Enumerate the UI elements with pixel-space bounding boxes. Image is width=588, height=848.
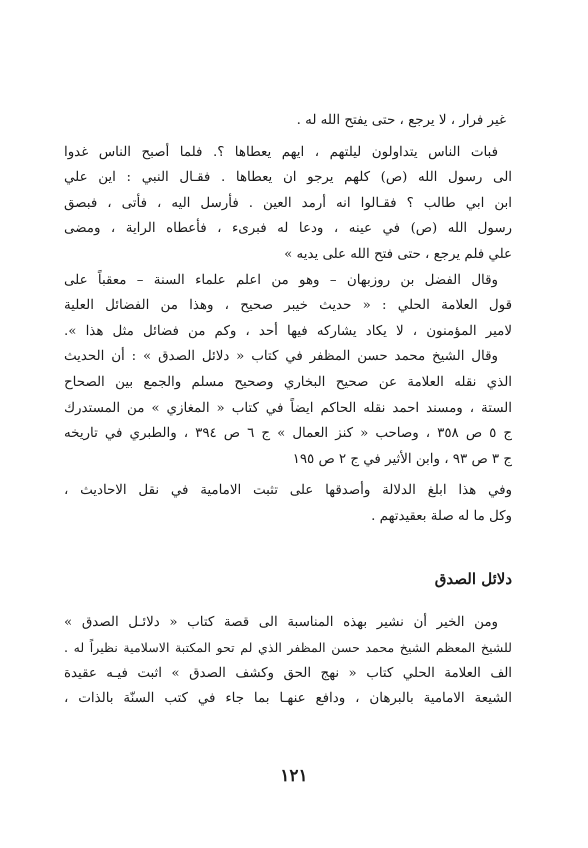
text-line: وقال الشيخ محمد حسن المظفر في كتاب « دلائل الصدق » : أن الحديث <box>64 349 498 365</box>
text-line: غير فرار ، لا يرجع ، حتى يفتح الله له . <box>296 113 506 128</box>
text-line: الف العلامة الحلي كتاب « نهج الحق وكشف الصدق » اثبت فيـه عقيدة <box>64 665 512 681</box>
text-line: ج ٥ ص ٣٥٨ ، وصاحب « كنز العمال » ج ٦ ص ٣٩٤ ، والطبري في تاريخه <box>64 426 512 442</box>
text-line: ابن ابي طالب ؟ فقـالوا انه أرمد العين . فأرسل اليه ، فأتى ، فبصق <box>64 195 512 211</box>
text-line: لامير المؤمنون ، لا يكاد يشاركه فيها أحد ، وكم من فضائل مثل هذا ». <box>64 323 512 339</box>
text-line: الذي نقله العلامة عن صحيح البخاري وصحيح مسلم والجمع بين الصحاح <box>64 374 512 390</box>
page-content <box>64 108 512 712</box>
text-line: وقال الفضل بن روزبهان – وهو من اعلم علماء السنة – معقباً على <box>64 272 498 288</box>
text-line: وكل ما له صلة بعقيدتهم . <box>371 508 512 524</box>
text-line: قول العلامة الحلي : « حديث خيبر صحيح ، وهذا من الفضائل العلية <box>64 298 512 314</box>
text-line: ومن الخير أن نشير بهذه المناسبة الى قصة كتاب « دلائـل الصدق » <box>64 614 498 630</box>
text-line: للشيخ المعظم الشيخ محمد حسن المظفر الذي لم تحو المكتبة الاسلامية نظيراً له . <box>64 640 512 656</box>
text-line: ج ٣ ص ٩٣ ، وابن الأثير في ج ٢ ص ١٩٥ <box>292 451 512 467</box>
text-line: الى رسول الله (ص) كلهم يرجو ان يعطاها . فقـال النبي : اين علي <box>64 170 512 186</box>
section-heading: دلائل الصدق <box>434 569 512 588</box>
text-line: وفي هذا ابلغ الدلالة وأصدقها على تثبت الامامية في نقل الاحاديث ، <box>64 483 512 499</box>
text-line: الستة ، ومسند احمد نقله الحاكم ايضاً في كتاب « المغازي » من المستدرك <box>64 400 512 416</box>
page-number: ١٢١ <box>280 766 308 786</box>
text-line: علي فلم يرجع ، حتى فتح الله على يديه » <box>284 246 512 262</box>
text-line: رسول الله (ص) في عينه ، ودعا له فبرىء ، فأعطاه الراية ، ومضى <box>64 221 512 237</box>
text-line: فبات الناس يتداولون ليلتهم ، ايهم يعطاها ؟. فلما أصبح الناس غدوا <box>64 144 498 160</box>
text-line: الشيعة الامامية بالبرهان ، ودافع عنهـا بما جاء في كتب السنّة بالذات ، <box>64 691 512 707</box>
